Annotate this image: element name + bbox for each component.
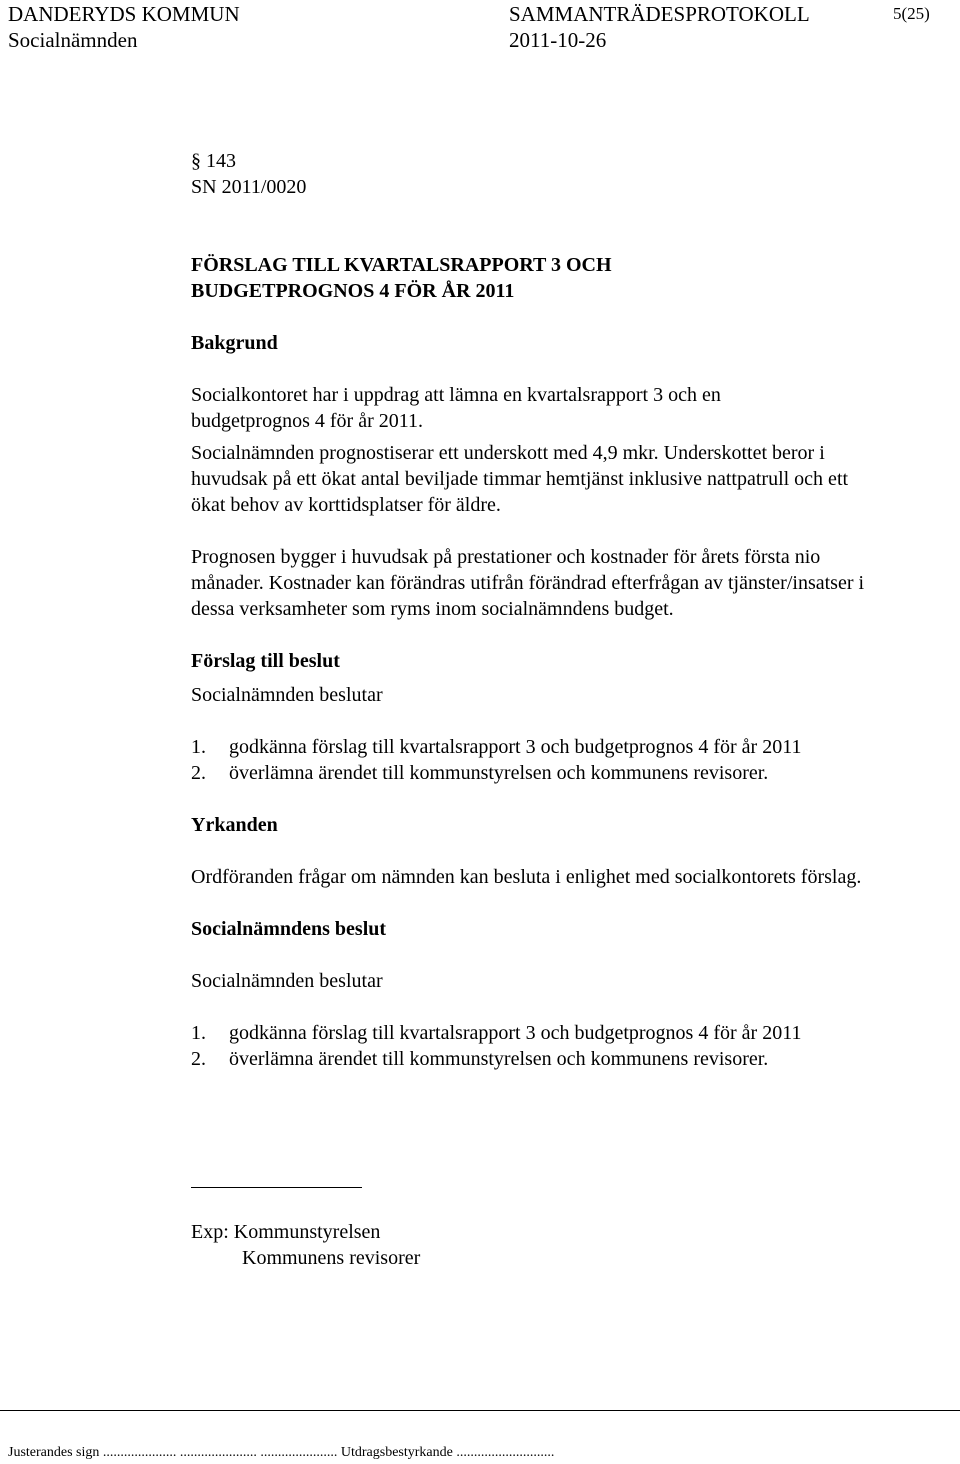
paragraph-number: § 143 <box>191 150 236 172</box>
decision-item-2 <box>191 1046 901 1072</box>
section-title-line1: FÖRSLAG TILL KVARTALSRAPPORT 3 OCH <box>191 254 612 276</box>
background-paragraph-1: Socialkontoret har i uppdrag att lämna en kvartalsrapport 3 och en budgetprognos 4 för år 2011. <box>191 384 721 432</box>
footer-signature-line: Justerandes sign ..................... ...................... ...................... Utdragsbestyrkande ............................ <box>8 1445 555 1460</box>
header-page-number: 5(25) <box>893 4 930 23</box>
decision-item-2-text: överlämna ärendet till kommunstyrelsen och kommunens revisorer. <box>229 1048 769 1070</box>
decision-heading: Socialnämndens beslut <box>191 918 387 940</box>
dispatch-block <box>191 1219 420 1271</box>
decision-intro: Socialnämnden beslutar <box>191 970 383 992</box>
proposal-item-1 <box>191 734 901 760</box>
section-title-line2: BUDGETPROGNOS 4 FÖR ÅR 2011 <box>191 280 515 302</box>
motions-text: Ordföranden frågar om nämnden kan besluta i enlighet med socialkontorets förslag. <box>191 866 862 888</box>
proposal-item-2 <box>191 760 901 786</box>
motions-heading: Yrkanden <box>191 814 278 836</box>
proposal-item-2-text: överlämna ärendet till kommunstyrelsen och kommunens revisorer. <box>229 762 769 784</box>
decision-item-1 <box>191 1020 901 1046</box>
proposal-item-1-number: 1. <box>191 736 206 758</box>
footer-divider <box>0 1410 960 1411</box>
header-committee: Socialnämnden <box>8 28 138 52</box>
header-org: DANDERYDS KOMMUN <box>8 2 240 26</box>
proposal-item-2-number: 2. <box>191 762 206 784</box>
proposal-heading: Förslag till beslut <box>191 650 340 672</box>
header-doc-type: SAMMANTRÄDESPROTOKOLL <box>509 2 810 26</box>
decision-item-1-text: godkänna förslag till kvartalsrapport 3 och budgetprognos 4 för år 2011 <box>229 1022 802 1044</box>
proposal-intro: Socialnämnden beslutar <box>191 684 383 706</box>
dispatch-line-1: Exp: Kommunstyrelsen <box>191 1221 381 1243</box>
background-heading: Bakgrund <box>191 332 278 354</box>
decision-item-2-number: 2. <box>191 1048 206 1070</box>
proposal-item-1-text: godkänna förslag till kvartalsrapport 3 och budgetprognos 4 för år 2011 <box>229 736 802 758</box>
signature-divider <box>191 1187 362 1188</box>
decision-item-1-number: 1. <box>191 1022 206 1044</box>
protocol-content <box>191 148 901 1072</box>
background-paragraph-3: Prognosen bygger i huvudsak på prestationer och kostnader för årets första nio månader. Kostnader kan förändras utifrån förändrad efterfrågan av tjänster/insatser i dessa verksamheter som ryms inom socialnämndens budget. <box>191 546 865 620</box>
dispatch-line-2: Kommunens revisorer <box>242 1247 421 1269</box>
background-paragraph-2: Socialnämnden prognostiserar ett underskott med 4,9 mkr. Underskottet beror i huvudsak på ett ökat antal beviljade timmar hemtjänst inklusive nattpatrull och ett ökat behov av korttidsplatser för äldre. <box>191 442 849 516</box>
case-number: SN 2011/0020 <box>191 176 307 198</box>
header-date: 2011-10-26 <box>509 28 607 52</box>
